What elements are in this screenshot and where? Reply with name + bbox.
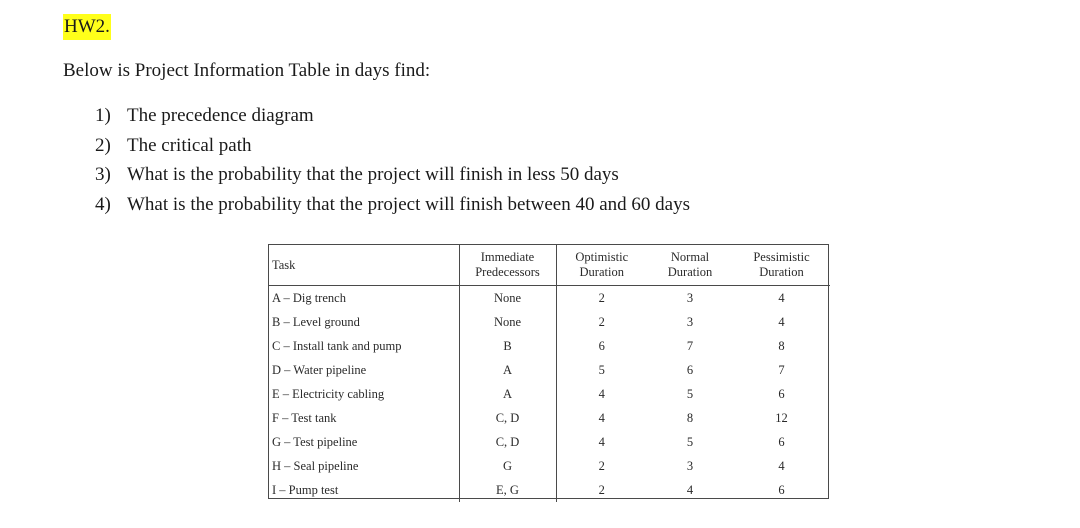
- question-number: 3): [95, 164, 111, 185]
- header-label-line: Immediate: [480, 250, 535, 264]
- table-row: [269, 430, 830, 454]
- cell-normal: 4: [686, 482, 694, 497]
- table-header-row: [269, 245, 830, 286]
- cell-pessimistic: 4: [778, 458, 785, 473]
- cell-normal: 8: [686, 410, 694, 425]
- cell-task: B – Level ground: [269, 310, 459, 334]
- cell-predecessors: None: [459, 310, 556, 334]
- header-pessimistic: [733, 245, 830, 286]
- question-text: What is the probability that the project will finish in less 50 days: [127, 164, 619, 185]
- cell-pessimistic: 4: [778, 290, 785, 305]
- cell-normal: 7: [686, 338, 694, 353]
- cell-pessimistic: 7: [778, 362, 785, 377]
- header-label-line: Duration: [667, 265, 713, 279]
- cell-normal: 6: [686, 362, 694, 377]
- cell-task: I – Pump test: [269, 478, 459, 502]
- cell-normal: 3: [686, 290, 694, 305]
- cell-predecessors: A: [459, 382, 556, 406]
- cell-predecessors: E, G: [459, 478, 556, 502]
- project-table: [268, 244, 829, 499]
- cell-predecessors: G: [459, 454, 556, 478]
- table-row: [269, 334, 830, 358]
- header-label-line: Optimistic: [575, 250, 629, 264]
- cell-task: E – Electricity cabling: [269, 382, 459, 406]
- header-label-line: Pessimistic: [753, 250, 810, 264]
- table-row: [269, 286, 830, 311]
- cell-predecessors: B: [459, 334, 556, 358]
- cell-pessimistic: 12: [775, 410, 788, 425]
- cell-normal: 5: [686, 386, 694, 401]
- cell-normal: 3: [686, 314, 694, 329]
- header-optimistic: [556, 245, 647, 286]
- cell-pessimistic: 6: [778, 434, 785, 449]
- question-number: 2): [95, 134, 111, 156]
- question-item: [95, 131, 690, 161]
- table-body: [269, 286, 830, 503]
- cell-optimistic: 4: [598, 434, 605, 449]
- cell-optimistic: 6: [598, 338, 605, 353]
- cell-task: G – Test pipeline: [269, 430, 459, 454]
- intro-text: Below is Project Information Table in days find:: [63, 60, 431, 81]
- cell-predecessors: A: [459, 358, 556, 382]
- header-label-line: Normal: [670, 250, 710, 264]
- header-predecessors: [459, 245, 556, 286]
- question-text: What is the probability that the project will finish between 40 and 60 days: [127, 193, 691, 215]
- cell-optimistic: 2: [598, 314, 605, 329]
- question-item: [95, 160, 690, 190]
- cell-task: F – Test tank: [269, 406, 459, 430]
- cell-task: A – Dig trench: [269, 286, 459, 311]
- cell-optimistic: 2: [598, 290, 605, 305]
- project-information-table: [269, 245, 830, 502]
- cell-optimistic: 4: [598, 410, 605, 425]
- question-number: 1): [95, 105, 111, 126]
- cell-task: H – Seal pipeline: [269, 454, 459, 478]
- table-row: [269, 382, 830, 406]
- header-normal: [647, 245, 733, 286]
- cell-optimistic: 5: [598, 362, 605, 377]
- table-row: [269, 478, 830, 502]
- header-task: [269, 245, 459, 286]
- cell-predecessors: C, D: [459, 406, 556, 430]
- cell-pessimistic: 8: [778, 338, 785, 353]
- header-label-line: Duration: [579, 265, 624, 279]
- header-label-line: Predecessors: [475, 265, 540, 279]
- cell-normal: 3: [686, 458, 694, 473]
- header-label-line: Duration: [759, 265, 804, 279]
- question-number: 4): [95, 193, 111, 215]
- table-row: [269, 310, 830, 334]
- cell-pessimistic: 6: [778, 386, 785, 401]
- cell-task: C – Install tank and pump: [269, 334, 459, 358]
- table-row: [269, 454, 830, 478]
- cell-pessimistic: 6: [778, 482, 785, 497]
- cell-predecessors: C, D: [459, 430, 556, 454]
- cell-task: D – Water pipeline: [269, 358, 459, 382]
- homework-title: HW2.: [63, 14, 111, 40]
- question-text: The precedence diagram: [127, 105, 314, 126]
- question-text: The critical path: [127, 134, 252, 156]
- cell-predecessors: None: [459, 286, 556, 311]
- question-list: [95, 101, 690, 219]
- table-row: [269, 406, 830, 430]
- cell-optimistic: 4: [598, 386, 605, 401]
- cell-optimistic: 2: [598, 458, 605, 473]
- cell-pessimistic: 4: [778, 314, 785, 329]
- header-task-label: Task: [272, 257, 296, 272]
- cell-normal: 5: [686, 434, 694, 449]
- question-item: [95, 190, 690, 220]
- cell-optimistic: 2: [598, 482, 605, 497]
- question-item: [95, 101, 690, 131]
- table-row: [269, 358, 830, 382]
